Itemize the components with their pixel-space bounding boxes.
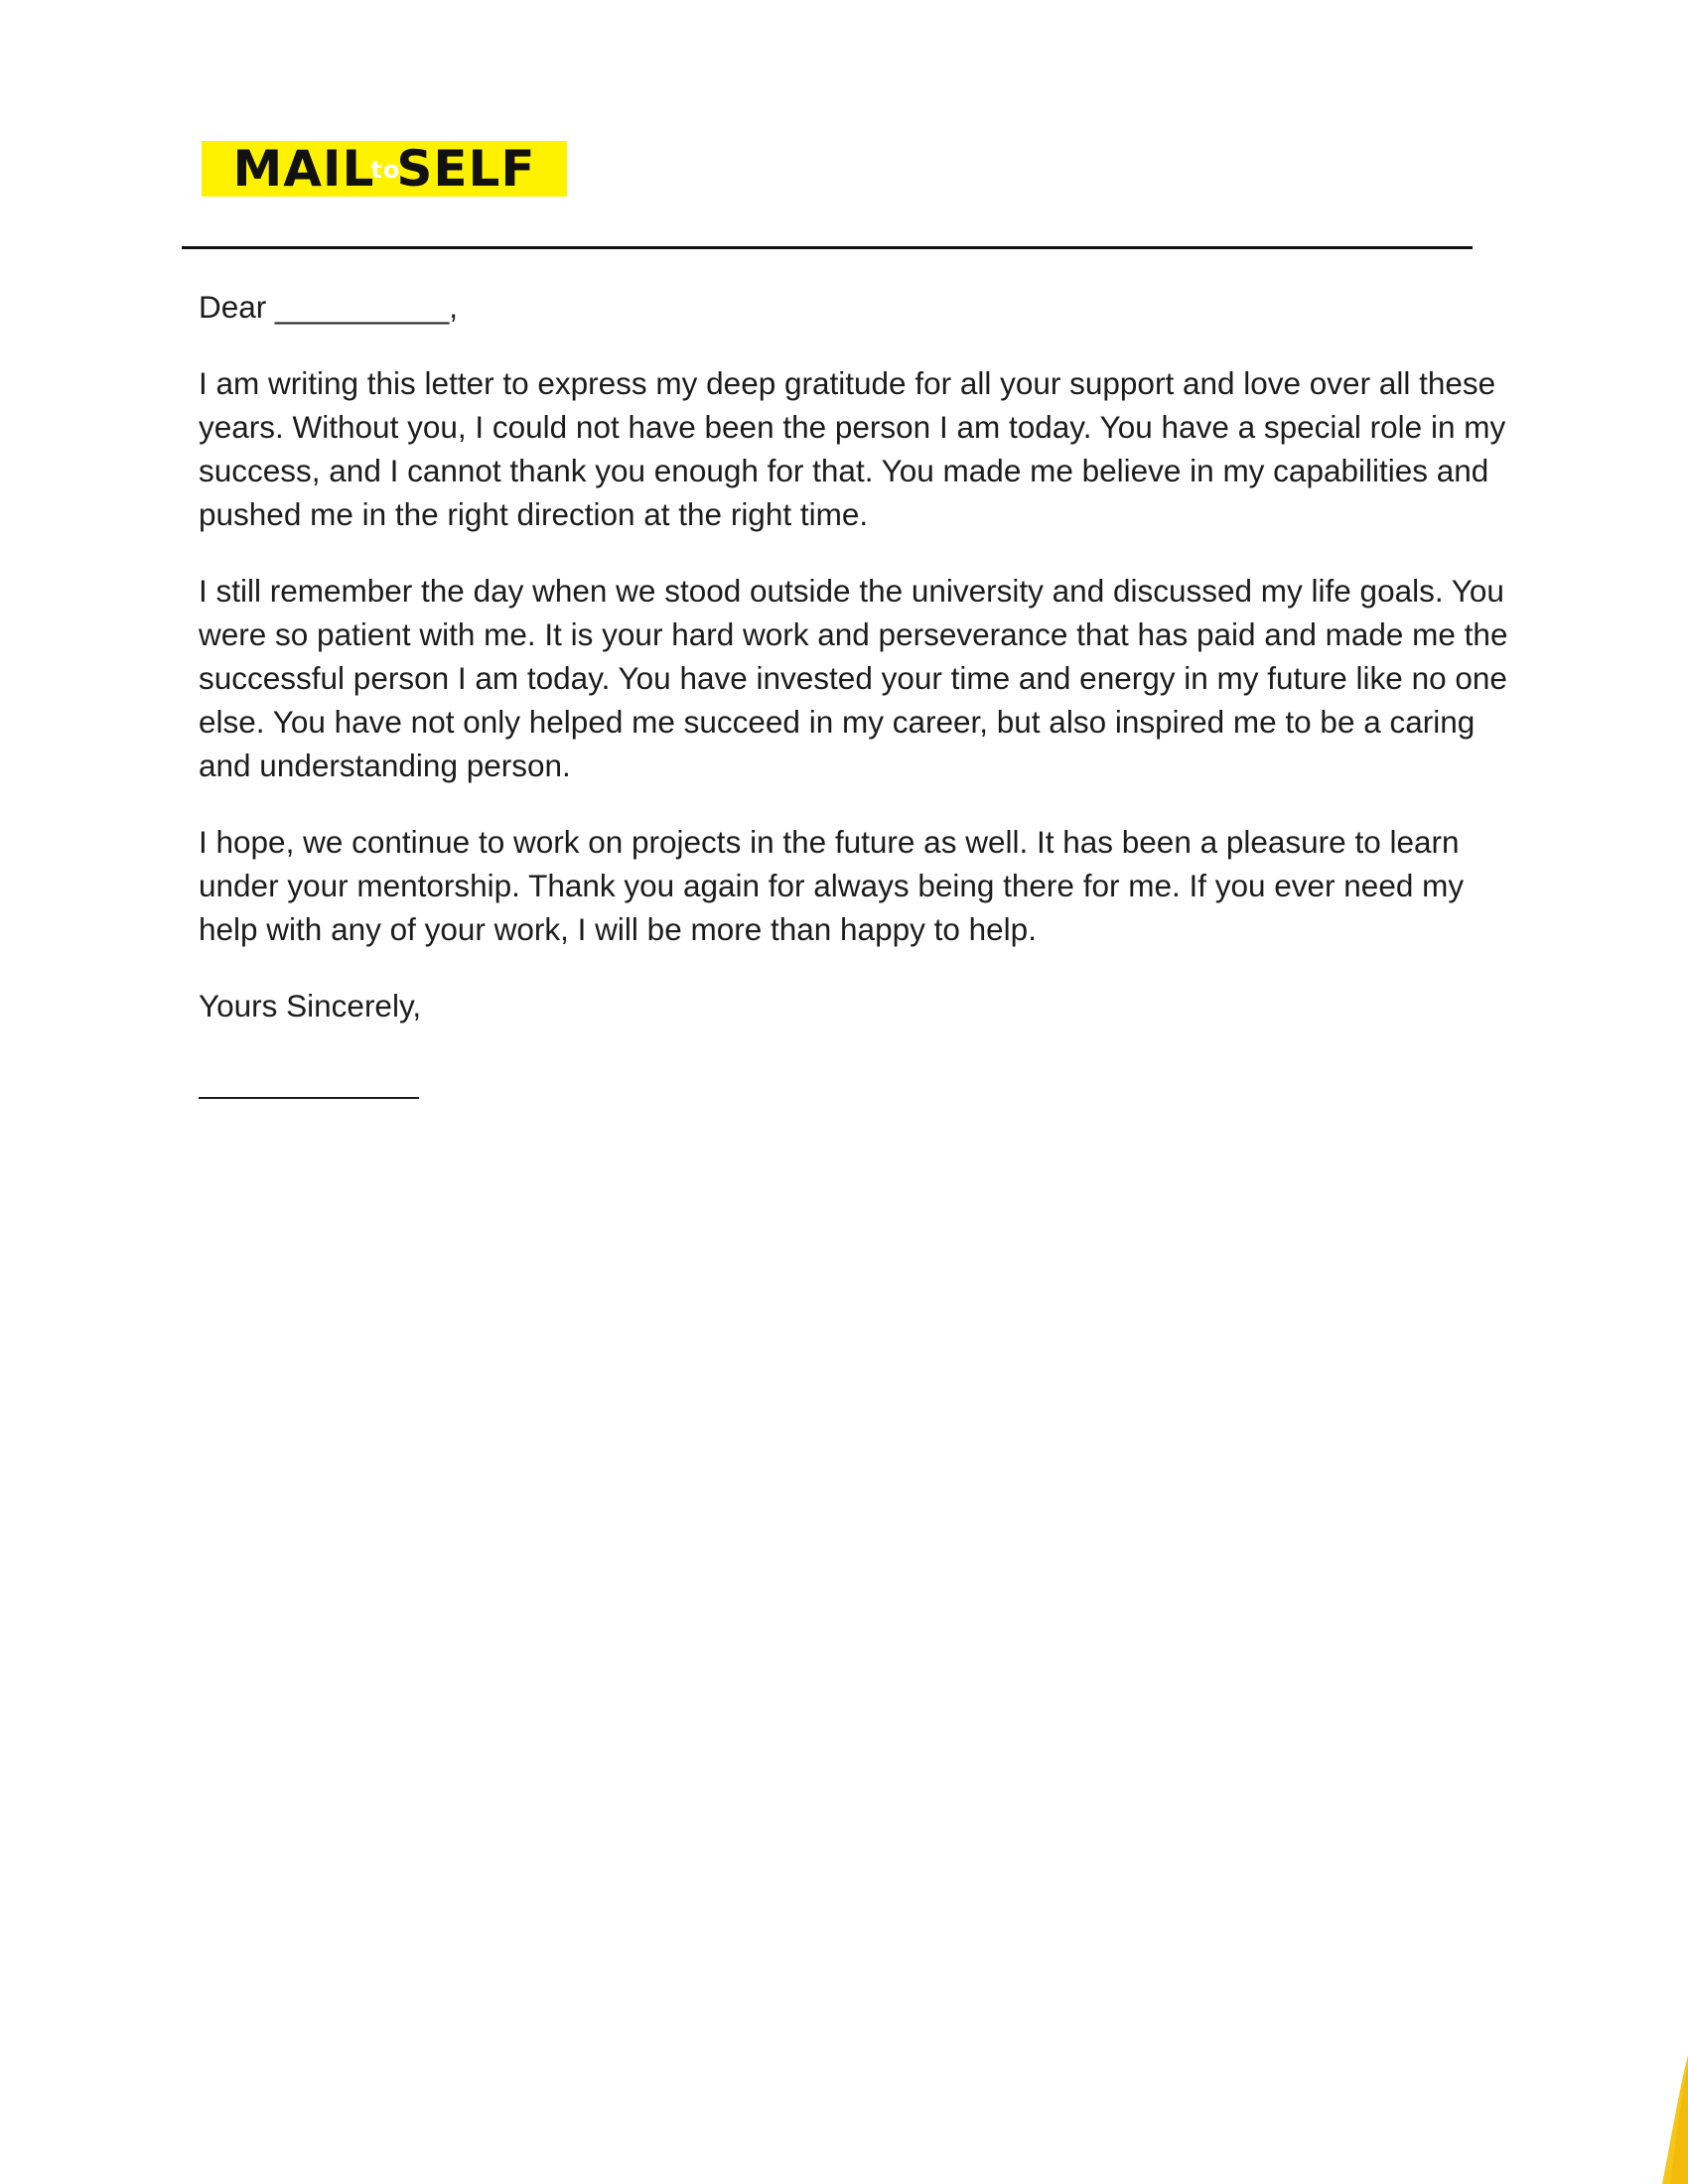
paragraph-2: I still remember the day when we stood outside the university and discussed my life goals. You were so patient with me. It is your hard work and perseverance that has paid and made me the successful person I am today. You have invested your time and energy in my future like no one else. You have not only helped me succeed in my career, but also inspired me to be a caring and understanding person. (199, 573, 1508, 783)
mailtoself-logo (202, 141, 567, 197)
closing: Yours Sincerely, (199, 988, 422, 1024)
corner-swoosh-decoration (1648, 2055, 1688, 2184)
salutation: Dear __________, (199, 289, 458, 325)
paragraph-3: I hope, we continue to work on projects in the future as well. It has been a pleasure to learn under your mentorship. Thank you again for always being there for me. If you ever need my help with any of your work, I will be more than happy to help. (199, 824, 1465, 947)
header-divider (182, 246, 1473, 249)
signature-line (199, 1097, 419, 1099)
logo-wordmark (202, 141, 567, 197)
paragraph-1: I am writing this letter to express my deep gratitude for all your support and love over all these years. Without you, I could not have been the person I am today. You have a special role in my success, and I cannot thank you enough for that. You made me believe in my capabilities and pushed me in the right direction at the right time. (199, 365, 1506, 532)
logo-text-mail: MAIL (232, 141, 375, 197)
logo-text-self: SELF (396, 141, 536, 197)
letter-body (199, 285, 1509, 1099)
logo-text-to: to (370, 156, 401, 184)
